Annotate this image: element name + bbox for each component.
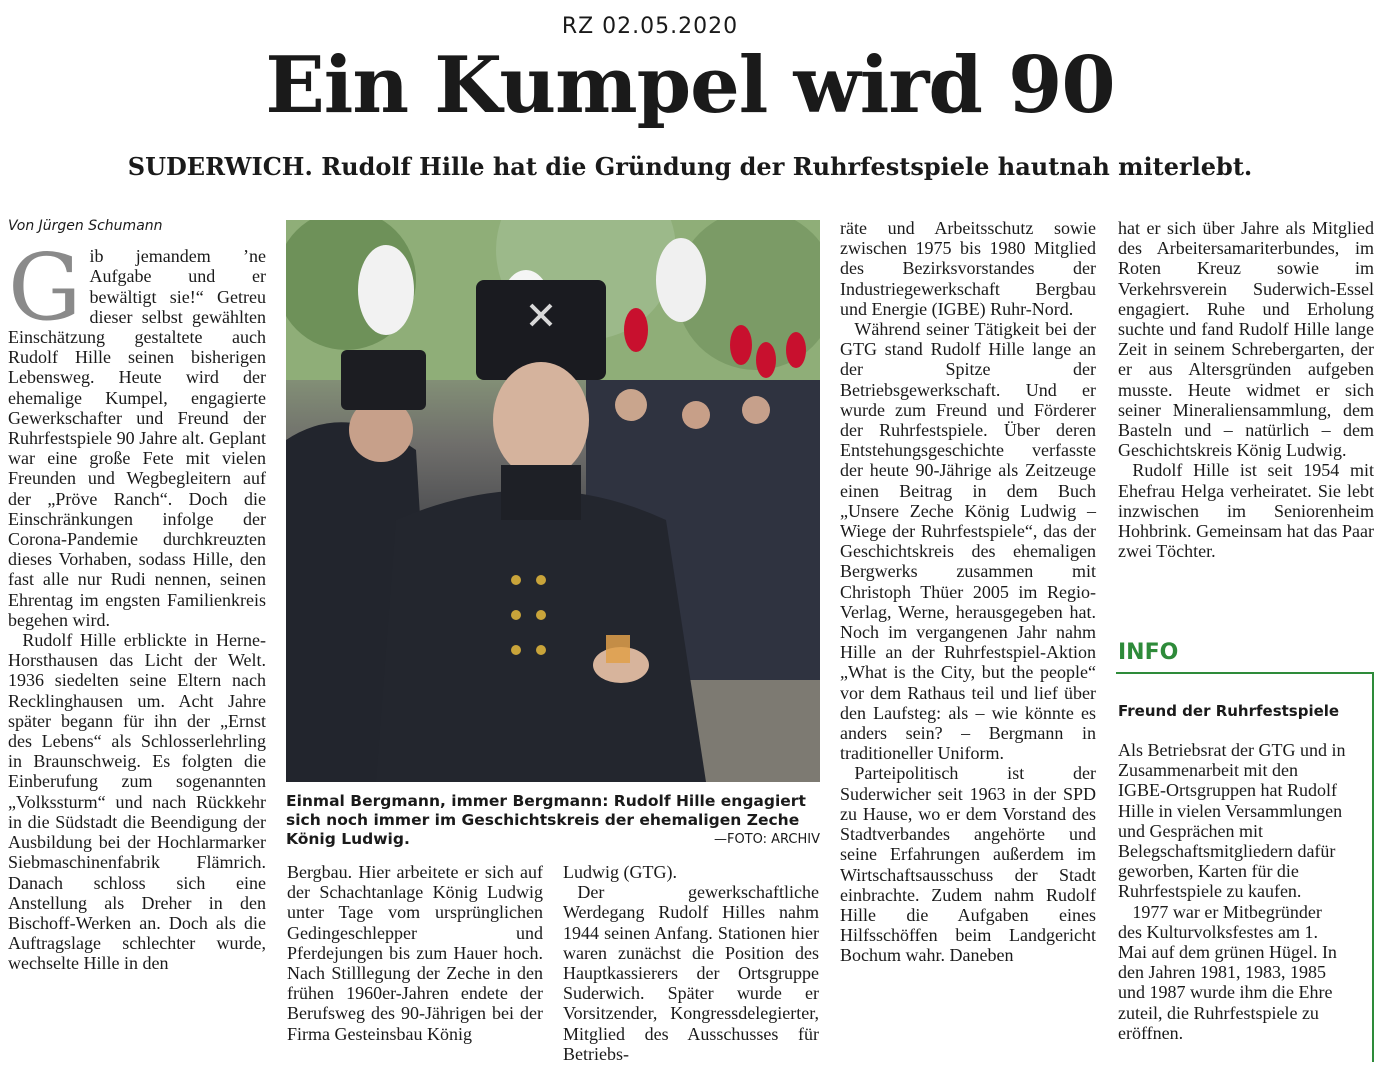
info-title: Freund der Ruhrfestspiele (1118, 702, 1340, 720)
info-paragraph: 1977 war er Mitbegründer des Kulturvolksfestes am 1. Mai auf dem grünen Hügel. In den Jahren 1981, 1983, 1985 und 1987 wurde ihm die Ehre zuteil, die Ruhrfestspiele zu eröffnen. (1118, 901, 1337, 1043)
article-paragraph: Ludwig (GTG). (563, 862, 677, 882)
photo-button (511, 645, 521, 655)
photo-plume (624, 308, 648, 352)
photo-miners-illustration (286, 220, 820, 782)
photo-caption-text: Einmal Bergmann, immer Bergmann: Rudolf Hille engagiert sich noch immer im Geschichtskreis der ehemaligen Zeche König Ludwig. (286, 792, 806, 848)
photo-face (742, 396, 770, 424)
photo-glass (606, 635, 630, 663)
article-paragraph: Bergbau. Hier arbeitete er sich auf der Schachtanlage König Ludwig unter Tage vom ursprünglichen Gedingeschlepper und Pferdejungen bis zum Hauer hoch. Nach Stilllegung der Zeche in den frühen 1960er-Jahren endete der Berufsweg des 90-Jährigen bei der Firma Gesteinsbau König (287, 862, 543, 1044)
info-heading: INFO (1118, 640, 1179, 665)
headline: Ein Kumpel wird 90 (265, 40, 1115, 131)
article-column-5 (1118, 218, 1374, 561)
article-paragraph: räte und Arbeitsschutz sowie zwischen 1975 bis 1980 Mitglied des Bezirksvorstandes der Industriegewerkschaft Bergbau und Energie (IGBE) Ruhr-Nord. (840, 218, 1096, 319)
article-paragraph: Rudolf Hille erblickte in Herne-Horsthausen das Licht der Welt. 1936 siedelten seine Eltern nach Recklinghausen um. Acht Jahre später begann für ihn der „Ernst des Lebens“ als Schlosserlehrling in Braunschweig. Es folgten die Einberufung zum sogenannten „Volkssturm“ und nach Rückkehr in die Südstadt die Beendigung der Ausbildung bei der Hochlarmarker Siebmaschinenfabrik Flämrich. Danach schloss sich eine Anstellung als Dreher in den Bischoff-Werken an. Doch als die Auftragslage schlechter wurde, wechselte Hille in den (8, 630, 266, 974)
article-column-4 (840, 218, 1096, 966)
info-text (1118, 740, 1348, 1043)
article-paragraph: Während seiner Tätigkeit bei der GTG stand Rudolf Hille lange an der Spitze der Betriebsgewerkschaft. Und er wurde zum Freund und Förderer der Ruhrfestspiele. Über deren Entstehungsgeschichte verfasste der heute 90-Jährige als Zeitzeuge einen Beitrag in dem Buch „Unsere Zeche König Ludwig – Wiege der Ruhrfestspiele“, das der Geschichtskreis des ehemaligen Bergwerks zusammen mit Christoph Thüer 2005 im Regio-Verlag, Werne, herausgegeben hat. Noch im vergangenen Jahr nahm Hille an der Ruhrfestspiel-Aktion „What is the City, but the people“ vor dem Rathaus teil und lief über den Laufsteg: als – wie könnte es anders sein? – Bergmann in traditioneller Uniform. (840, 319, 1096, 764)
photo-hat (341, 350, 426, 410)
article-paragraph: Parteipolitisch ist der Suderwicher seit 1963 in der SPD zu Hause, wo er dem Vorstand des Stadtverbandes angehörte und seine Erfahrungen außerdem im Wirtschaftsausschuss der Stadt einbrachte. Zudem nahm Rudolf Hille die Aufgaben eines Hilfsschöffen beim Landgericht Bochum wahr. Daneben (840, 763, 1096, 966)
article-text: ib jemandem ’ne Aufgabe und er bewältigt sie!“ Getreu dieser selbst gewählten Einschätzung gestaltete auch Rudolf Hille seinen bisherigen Lebensweg. Heute wird der ehemalige Kumpel, engagierte Gewerkschafter und Freund der Ruhrfestspiele 90 Jahre alt. Geplant war eine große Fete mit vielen Freunden und Wegbegleitern auf der „Pröve Ranch“. Doch die Einschränkungen infolge der Corona-Pandemie durchkreuzten dieses Vorhaben, sodass Hille, den fast alle nur Rudi nennen, seinen Ehrentag im engsten Familienkreis begehen wird. (8, 246, 266, 630)
photo-plume (786, 332, 806, 368)
photo-button (536, 575, 546, 585)
photo-face-main (493, 362, 589, 478)
source-date: RZ 02.05.2020 (561, 14, 739, 39)
photo-face (682, 401, 710, 429)
subheadline: SUDERWICH. Rudolf Hille hat die Gründung der Ruhrfestspiele hautnah miterlebt. (127, 152, 1253, 181)
article-paragraph: Rudolf Hille ist seit 1954 mit Ehefrau Helga verheiratet. Sie lebt inzwischen im Seniorenheim Hohbrink. Gemeinsam hat das Paar zwei Töchter. (1118, 460, 1374, 562)
dropcap: G (8, 234, 82, 342)
info-paragraph: Als Betriebsrat der GTG und in Zusammenarbeit mit den IGBE-Ortsgruppen hat Rudolf Hille in vielen Versammlungen und Gesprächen mit Belegschaftsmitgliedern dafür geworben, Karten für die Ruhrfestspiele zu kaufen. (1118, 740, 1346, 902)
photo-plume (730, 325, 752, 365)
photo-plume (358, 245, 414, 335)
photo-button (511, 575, 521, 585)
article-column-3 (563, 862, 819, 1064)
photo-button (536, 610, 546, 620)
photo-collar (501, 465, 581, 520)
photo-button (536, 645, 546, 655)
article-photo (286, 220, 820, 782)
byline: Von Jürgen Schumann (8, 218, 163, 234)
photo-caption (286, 792, 820, 849)
photo-credit: —FOTO: ARCHIV (713, 832, 820, 847)
article-paragraph: Der gewerkschaftliche Werdegang Rudolf Hilles nahm 1944 seinen Anfang. Stationen hier waren zunächst die Position des Hauptkassierers der Ortsgruppe Suderwich. Später wurde er Vorsitzender, Kongressdelegierter, Mitglied des Ausschusses für Betriebs- (563, 882, 819, 1064)
photo-miner-main (376, 490, 706, 782)
article-column-1 (8, 216, 266, 974)
photo-plume (756, 342, 776, 378)
article-column-2 (287, 862, 543, 1044)
photo-button (511, 610, 521, 620)
photo-plume (656, 238, 706, 322)
photo-face (615, 389, 647, 421)
article-paragraph: hat er sich über Jahre als Mitglied des Arbeitersamariterbundes, im Roten Kreuz sowie im Verkehrsverein Suderwich-Essel engagiert. Ruhe und Erholung suchte und fand Rudolf Hille lange Zeit in seinem Schrebergarten, der er aus Altersgründen aufgeben musste. Heute widmet er sich seiner Mineraliensammlung, dem Basteln und – natürlich – dem Geschichtskreis König Ludwig. (1118, 218, 1374, 461)
article-paragraph (8, 234, 266, 630)
